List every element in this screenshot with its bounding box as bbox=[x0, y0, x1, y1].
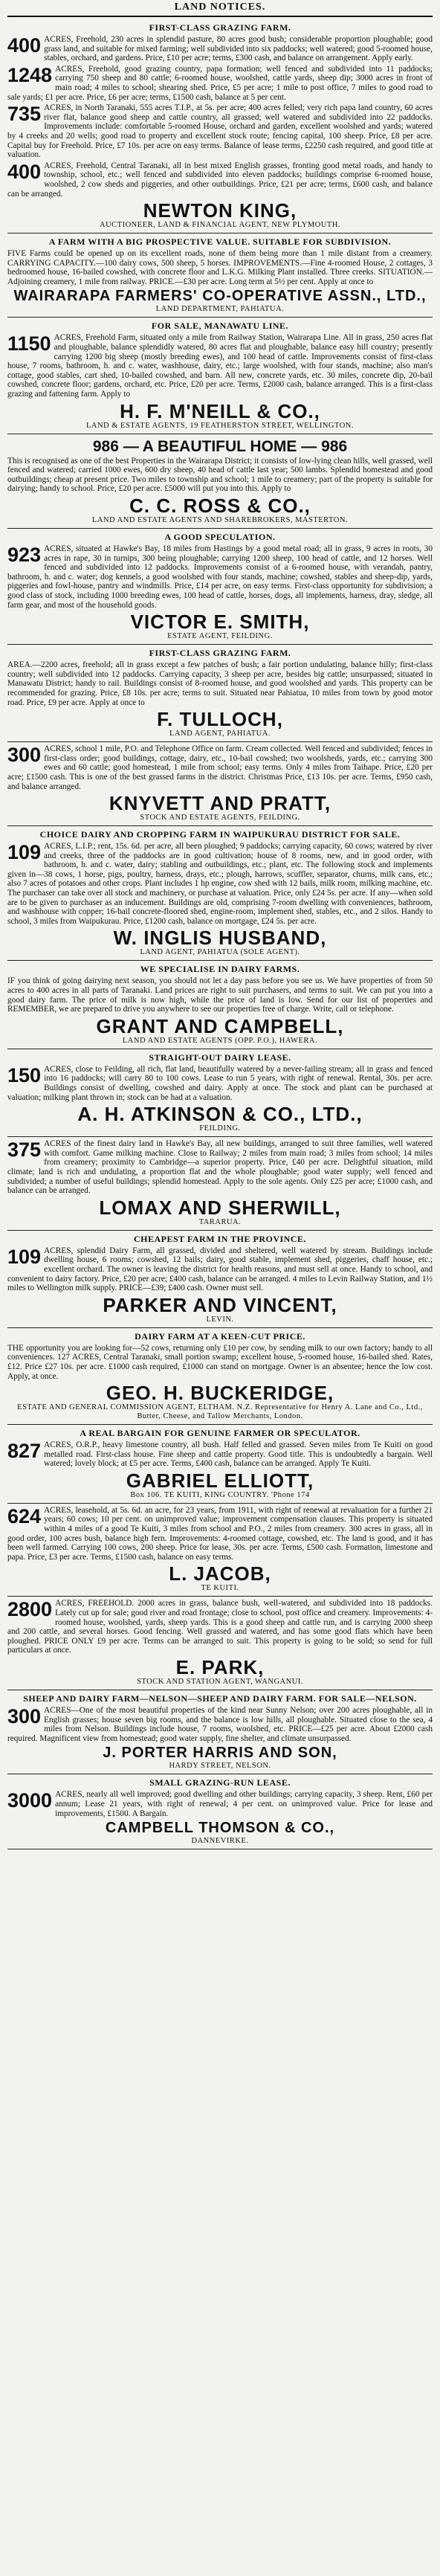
advertisement-block bbox=[7, 742, 433, 826]
agent-address: LAND & ESTATE AGENTS, 19 FEATHERSTON STREET, WELLINGTON. bbox=[85, 421, 355, 430]
agent-name: WAIRARAPA FARMERS' CO-OPERATIVE ASSN., LTD., bbox=[13, 288, 427, 305]
advertisement-block bbox=[7, 234, 433, 318]
acreage-number: 1150 bbox=[7, 332, 51, 355]
advertisement-heading: FOR SALE, MANAWATU LINE. bbox=[151, 321, 289, 332]
column-header: LAND NOTICES. bbox=[7, 0, 433, 17]
listing-paragraph bbox=[7, 161, 433, 199]
listing-text: ACRES, in North Taranaki, 555 acres T.I.P., at 5s. per acre; 400 acres felled; very rich papa land country, 60 acres river flat, balance good sheep and cattle country, all grassed; well watered and subdivided into 22 paddocks. Improvements include: comfortable 5-roomed House, orchard and garden, excellent woolshed and yards; watered by 4 creeks and 20 wells; good road to property and excellent stock route; fencing capital, 100 sheep. Price, £8 per acre. Capital buy for Freehold. Price, £7 10s. per acre on easy terms. Balance of lease terms, £2250 cash required, and good title at valuation. bbox=[7, 103, 433, 160]
advertisement-block bbox=[7, 1425, 433, 1504]
advertisement-block bbox=[7, 318, 433, 434]
listing-text: ACRES, nearly all well improved; good dwelling and other buildings; carrying capacity, 3 sheep. Rent, £60 per annum; Lease 21 years, with right of renewal; 4 per cent. on unimproved value. Price for lease and improvements, £1500. A Bargain. bbox=[55, 1790, 433, 1818]
agent-name: GRANT AND CAMPBELL, bbox=[96, 1014, 344, 1037]
listing-text: ACRES, leasehold, at 5s. 6d. an acre, for 23 years, from 1911, with right of renewal at revaluation for a further 21 years; 60 cows; 10 per cent. on unimproved value; improvement compensation clauses. This property is situated within 4 miles of a good Te Kuiti, 3 miles from school and P.O., 2 miles from creamery. 300 acres in grass, all in good order, 100 acres bush, balance high fern. Improvements: 4-roomed cottage, cowshed, etc. The land is good, and it has been well farmed. Carrying 100 cows, 200 sheep. Price for lease, 30s. per acre. Terms, £500 cash. Formation, limestone and papa. Price, £3 per acre. Terms, £1500 cash, balance on easy terms. bbox=[7, 1505, 433, 1562]
acreage-number: 2800 bbox=[7, 1598, 53, 1621]
agent-address: TARARUA. bbox=[198, 1217, 242, 1226]
listing-paragraph bbox=[7, 333, 433, 399]
advertisement-block bbox=[7, 1597, 433, 1690]
acreage-number: 400 bbox=[7, 34, 42, 57]
acreage-number: 300 bbox=[7, 744, 42, 767]
acreage-number: 400 bbox=[7, 160, 42, 183]
agent-address: ESTATE AND GENERAL COMMISSION AGENT, ELTHAM. N.Z. Representative for Henry A. Lane and Co., Ltd., Butter, Cheese, and Tallow Merchants, London. bbox=[17, 1403, 423, 1421]
listing-paragraph bbox=[7, 660, 433, 707]
listing-paragraph bbox=[7, 1440, 433, 1469]
listing-paragraph bbox=[7, 1344, 433, 1381]
listing-paragraph bbox=[7, 1790, 433, 1818]
listing-paragraph bbox=[7, 544, 433, 610]
agent-address: TE KUITI. bbox=[201, 1584, 239, 1593]
advertisement-block bbox=[7, 434, 433, 529]
advertisement-block bbox=[7, 1049, 433, 1137]
listing-paragraph bbox=[7, 1065, 433, 1102]
listing-paragraph bbox=[7, 103, 433, 160]
agent-name: E. PARK, bbox=[175, 1656, 265, 1678]
agent-name: W. INGLIS HUSBAND, bbox=[113, 927, 327, 950]
advertisement-block bbox=[7, 529, 433, 645]
acreage-number: 735 bbox=[7, 103, 42, 126]
listing-paragraph bbox=[7, 35, 433, 63]
advertisement-block bbox=[7, 961, 433, 1049]
agent-address: FEILDING. bbox=[199, 1124, 241, 1133]
acreage-number: 624 bbox=[7, 1504, 42, 1527]
agent-name: F. TULLOCH, bbox=[157, 708, 283, 731]
acreage-number: 1248 bbox=[7, 63, 53, 86]
acreage-number: 150 bbox=[7, 1063, 42, 1086]
agent-address: LAND AND ESTATE AGENTS AND SHAREBROKERS, MASTERTON. bbox=[91, 516, 349, 524]
agent-address: AUCTIONEER, LAND & FINANCIAL AGENT, NEW PLYMOUTH. bbox=[100, 221, 340, 230]
listing-paragraph bbox=[7, 1706, 433, 1743]
advertisement-block bbox=[7, 1231, 433, 1328]
listing-text: ACRES, situated at Hawke's Bay, 18 miles from Hastings by a good metal road; all in grass, 9 acres in roots, 30 acres in rape, 30 in turnips, 300 being ploughable; carrying 1200 sheep, 100 head of cattle, and 12 horses. Well fenced and subdivided into 12 paddocks. Improvements consist of a 6-roomed house, with verandah, pantry, bathroom, h. and c. water; dog kennels, a good woolshed with four stands, machine; cowshed, stables and sheep-dip, yards, piggeries and fowl-house, pantry and windmills. Price, £14 per acre, on easy terms. First-class opportunity for subdivision; a good class of stock, including 1000 breeding ewes, 100 head of cattle, horses, dogs, all implements, harness, dray, sledge, all farm gear, and most of the household goods. bbox=[7, 544, 433, 610]
advertisement-heading: FIRST-CLASS GRAZING FARM. bbox=[149, 648, 291, 659]
advertisement-heading: SMALL GRAZING-RUN LEASE. bbox=[149, 1777, 291, 1788]
agent-address: LEVIN. bbox=[206, 1315, 234, 1324]
listing-paragraph bbox=[7, 1599, 433, 1655]
listing-text: ACRES, Freehold, 230 acres in splendid pasture, 80 acres good bush; considerable proportion ploughable; good grass land, and suitable for mixed farming; well subdivided into six paddocks; well watered; good 5-roomed house, stables, orchard, and gardens. Price, £10 per acre; terms, £300 cash, and balance on arrangement. Apply early. bbox=[44, 35, 433, 63]
listing-text: ACRES, FREEHOLD. 2000 acres in grass, balance bush, well-watered, and subdivided into 18 paddocks. Lately cut up for sale; good river and road frontage; close to school, post office and creamery. Improvements: 4-roomed house, woolshed, yards, sheep yards. This is a good sheep and cattle run, and is carrying 2000 sheep and 200 cattle, and several horses. Good fencing. Well grassed and watered, and has some good flats which have been ploughed. PRICE ONLY £9 per acre. Terms can be arranged to suit. This property is going to be sold; so send for full particulars at once. bbox=[7, 1599, 433, 1655]
agent-name: KNYVETT AND PRATT, bbox=[109, 792, 331, 815]
listing-text: ACRES, Freehold Farm, situated only a mile from Railway Station, Wairarapa Line. All in grass, 250 acres flat and ploughable, balance splendidly watered, 80 acres flat and ploughable, balance easy hill country; presently carrying 1200 big sheep (mostly breeding ewes), and 100 head of cattle. Improvements consist of first-class house, 7 rooms, bathroom, h. and c. water, washhouse, dairy, etc.; large woolshed, with four stands, machine; also man's cottage, good stables, cart shed, 10-bailed cowshed, and barn. All new, concrete yards, etc. 30 miles, concrete dip, 20-bail cowshed, concrete floor; gardens, orchard, etc. Price, £20 per acre. Terms, £2000 cash, balance arranged. This is a first-class grazing and fattening farm. Apply to bbox=[7, 333, 433, 399]
advertisement-block bbox=[7, 645, 433, 742]
acreage-number: 923 bbox=[7, 544, 42, 566]
agent-name: VICTOR E. SMITH, bbox=[130, 611, 310, 634]
listing-text: ACRES, school 1 mile, P.O. and Telephone Office on farm. Cream collected. Well fenced and subdivided; fences in first-class order; good buildings, cottage, dairy, etc., 10-bail cowshed; two woolsheds, yards, etc.; carrying 300 ewes and 60 cattle; good homestead, 1 mile from school; easy terms. Only 4 miles from Taihape. Price, £20 per acre; £1500 cash. This is one of the best grassed farms in the district. Christmas Price, £13 10s. per acre. Terms, £950 cash, and balance arranged. bbox=[7, 744, 433, 791]
agent-address: HARDY STREET, NELSON. bbox=[169, 1762, 271, 1771]
listing-paragraph bbox=[7, 1139, 433, 1196]
advertisement-heading: SHEEP AND DAIRY FARM—NELSON—SHEEP AND DAIRY FARM. FOR SALE—NELSON. bbox=[23, 1693, 417, 1704]
agent-name: H. F. M'NEILL & CO., bbox=[120, 399, 320, 422]
agent-name: GEO. H. BUCKERIDGE, bbox=[106, 1382, 334, 1405]
listing-text: ACRES, splendid Dairy Farm, all grassed, divided and sheltered, well watered by stream. Buildings include dwelling house, 6 rooms; cowshed, 12 bails; dairy, good stable, implement shed, piggeries, chaff house, etc.; excellent orchard. The owner is leaving the district for health reasons, and must sell at once. Handy to school, and convenient to dairy factory. Price, £20 per acre; £400 cash, balance can be arranged. 4 miles to Levin Railway Station, and 1½ miles to Wellington milk supply. PRICE—£39; £400 cash. Owner must sell. bbox=[7, 1246, 433, 1293]
advertisement-heading: CHOICE DAIRY AND CROPPING FARM IN WAIPUKURAU DISTRICT FOR SALE. bbox=[39, 829, 401, 840]
agent-name: PARKER AND VINCENT, bbox=[103, 1293, 337, 1316]
advertisement-heading: STRAIGHT-OUT DAIRY LEASE. bbox=[149, 1052, 291, 1063]
listing-paragraph bbox=[7, 976, 433, 1014]
advertisement-block bbox=[7, 1690, 433, 1774]
acreage-number: 109 bbox=[7, 1245, 42, 1268]
advertisement-heading: CHEAPEST FARM IN THE PROVINCE. bbox=[133, 1233, 307, 1244]
agent-name: A. H. ATKINSON & CO., LTD., bbox=[77, 1103, 363, 1126]
advertisement-block bbox=[7, 1504, 433, 1597]
agent-name: CAMPBELL THOMSON & CO., bbox=[105, 1820, 335, 1837]
newspaper-land-notices-column bbox=[7, 0, 433, 1849]
listing-text: IF you think of going dairying next season, you should not let a day pass before you see us. We have properties of from 50 acres to 400 acres in all parts of Taranaki. Land prices are right to suit purchasers, and terms to suit. We can put you into a good dairy farm. The price of milk is now high, while the price of land is low. Send for our list of properties and REMEMBER, we are prepared to drive you anywhere to see our properties free of charge. Write, call or telephone. bbox=[7, 976, 433, 1014]
agent-address: STOCK AND STATION AGENT, WANGANUI. bbox=[137, 1678, 303, 1686]
agent-address: DANNEVIRKE. bbox=[191, 1837, 249, 1846]
acreage-number: 300 bbox=[7, 1705, 42, 1727]
agent-address: LAND DEPARTMENT, PAHIATUA. bbox=[155, 305, 285, 314]
agent-name: LOMAX AND SHERWILL, bbox=[99, 1196, 341, 1219]
agent-address: STOCK AND ESTATE AGENTS, FEILDING. bbox=[140, 814, 300, 822]
acreage-number: 3000 bbox=[7, 1789, 53, 1812]
acreage-number: 827 bbox=[7, 1440, 42, 1463]
listing-paragraph bbox=[7, 744, 433, 791]
advertisement-heading: WE SPECIALISE IN DAIRY FARMS. bbox=[140, 964, 300, 975]
listing-text: ACRES, O.R.P., heavy limestone country, all bush. Half felled and grassed. Seven miles from Te Kuiti on good metalled road. First-class house. Fine sheep and cattle property. Good title. This is undoubtedly a bargain. Well watered; lovely block; at £5 per acre. Terms, £400 cash, balance can be arranged. Apply Te Kuiti. bbox=[44, 1440, 433, 1469]
advertisement-block bbox=[7, 1137, 433, 1231]
advertisement-heading: A GOOD SPECULATION. bbox=[164, 532, 276, 542]
listing-text: ACRES, close to Feilding, all rich, flat land, beautifully watered by a never-failing stream; all in grass and fenced into 16 paddocks; will carry 80 to 100 cows. Lease to run 5 years, with right of renewal. Rental, 30s. per acre. Buildings consist of dwelling, cowshed and dairy. Apply at once. The stock and plant can be purchased at valuation; milking plant thrown in; stock can be had at a valuation. bbox=[7, 1064, 433, 1102]
advertisement-block bbox=[7, 1774, 433, 1849]
advertisement-list bbox=[7, 19, 433, 1849]
agent-name: NEWTON KING, bbox=[143, 199, 297, 222]
agent-address: LAND AND ESTATE AGENTS (OPP. P.O.), HAWERA. bbox=[122, 1036, 318, 1045]
advertisement-heading: A FARM WITH A BIG PROSPECTIVE VALUE. SUITABLE FOR SUBDIVISION. bbox=[48, 236, 392, 248]
listing-text: THE opportunity you are looking for—52 cows, returning only £10 per cow, by sending milk to our own factory; handy to all conveniences. 127 ACRES, Central Taranaki, small portion swamp; excellent house, 5-roomed house, 16-bailed shed. Rates, £12. Price £27 10s. per acre. £1000 cash required, £1000 can stand on mortgage. Owner is an absentee; hence the low cost. Apply, at once. bbox=[7, 1343, 433, 1381]
agent-name: GABRIEL ELLIOTT, bbox=[126, 1469, 314, 1492]
advertisement-heading: A REAL BARGAIN FOR GENUINE FARMER OR SPECULATOR. bbox=[80, 1428, 360, 1439]
listing-text: ACRES—One of the most beautiful properties of the kind near Sunny Nelson; over 200 acres ploughable, all in English grasses; house seven big rooms, and the balance is low hills, all ploughable. Situated close to the sea, 4 miles from Nelson. Buildings include house, 7 rooms, woolshed, etc. PRICE—£25 per acre. About £2000 cash required. Magnificent view from homestead; good water supply, fine shelter, and climate unsurpassed. bbox=[7, 1706, 433, 1743]
advertisement-heading: FIRST-CLASS GRAZING FARM. bbox=[149, 22, 291, 33]
agent-name: J. PORTER HARRIS AND SON, bbox=[103, 1745, 337, 1762]
listing-text: AREA.—2200 acres, freehold; all in grass except a few patches of bush; a fair portion undulating, balance hilly; first-class country; well subdivided into 12 paddocks. Carrying capacity, 3 sheep per acre, besides big cattle; unsurpassed; situated in Manawatu District; handy to rail. Buildings consist of 8-roomed house, and good woolshed and yards. This property can be recommended for grazing. Price, £8 10s. per acre; terms to suit. Situated near Pahiatua, 10 miles from town by good motor road. Price, £9 per acre. Apply at once to bbox=[7, 660, 433, 707]
listing-text: ACRES of the finest dairy land in Hawke's Bay, all new buildings, arranged to suit three families, well watered with comfort. Game milking machine. Close to Railway; 2 miles from main road; 3 miles from school; 14 miles from creamery; proximity to Cambridge—a superior property. Price, £40 per acre. Delightful situation, mild climate; land is rich and undulating, a proportion flat and the whole ploughable; good water supply; well fenced and subdivided; a number of useful buildings; splendid homestead. Apply to the sole agents. Only £25 per acre; £1000 cash, and balance can be arranged. bbox=[7, 1139, 433, 1196]
advertisement-feature-line: 986 — A BEAUTIFUL HOME — 986 bbox=[92, 437, 348, 455]
listing-paragraph bbox=[7, 457, 433, 494]
agent-address: ESTATE AGENT, FEILDING. bbox=[167, 632, 273, 641]
agent-address: LAND AGENT, PAHIATUA. bbox=[169, 730, 271, 738]
listing-text: ACRES, Freehold, Central Taranaki, all in best mixed English grasses, fronting good metal roads, and handy to township, school, etc.; well fenced and subdivided into eleven paddocks; buildings comprise 6-roomed house, woolshed, 2 cow sheds and piggeries, and other outbuildings. Price, £21 per acre; terms, £600 cash, and balance can be arranged. bbox=[7, 161, 433, 199]
acreage-number: 109 bbox=[7, 841, 42, 864]
listing-text: ACRES, Freehold, good grazing country, papa formation; well fenced and subdivided into 11 paddocks; carrying 750 sheep and 80 cattle; 6-roomed house, woolshed, cattle yards, sheep dip; 3000 acres in front of main road; 4 miles to school; shearing shed. Price, £5 per acre; 1 mile to post office, 7 miles to good road to sale yards; £1 per acre. Price, £6 per acre; terms, £1500 cash, balance at 5 per cent. bbox=[7, 64, 433, 102]
agent-name: L. JACOB, bbox=[169, 1562, 271, 1585]
agent-name: C. C. ROSS & CO., bbox=[129, 495, 311, 517]
advertisement-block bbox=[7, 826, 433, 961]
agent-address: Box 106. TE KUITI, KING COUNTRY. 'Phone 174 bbox=[130, 1490, 310, 1499]
agent-address: LAND AGENT, PAHIATUA (SOLE AGENT). bbox=[140, 948, 300, 957]
listing-text: FIVE Farms could be opened up on its excellent roads, none of them being more than 1 mile distant from a creamery. CARRYING CAPACITY.—100 dairy cows, 500 sheep, 5 horses. IMPROVEMENTS.—Fine 4-roomed House, 2 cottages, 3 bedroomed house, 16-bailed cowshed, with concrete floor and L.K.G. Milking Plant installed. Three creeks. SITUATION.—Adjoining creamery, 1 mile from railway. PRICE.—£30 per acre. Long term at 5½ per cent. Apply at once to bbox=[7, 249, 433, 286]
listing-text: ACRES, L.I.P.; rent, 15s. 6d. per acre, all been ploughed; 9 paddocks; carrying capacity, 60 cows; watered by river and creeks, three of the paddocks are in good cultivation; house of 8 rooms, new, and in good order, with bathroom, h. and c. water, dairy; stabling and outbuildings, etc.; plant, etc. The following stock and implements given in—38 cows, 1 horse, pigs, poultry, harness, drays, etc.; plough, harrows, scuffler, separator, churns, milk cans, etc.; also 7 acres of potatoes and other crops. Plant includes 1 hp engine, cow shed with 12 bails, milk room, milking machine, etc. The purchaser can take over all stock and machinery, or purchase at valuation. Price, only £24 5s. per acre. If any—when sold are to be given to purchaser as an inducement. Buildings are old, comprising 7-room dwelling with conveniences, bathroom, and washhouse with copper; 16-bail concrete-floored shed, engine-room, implement shed, stables, etc., and 2 silos. Handy to school, 3 miles from Waipukurau. Price, £1200 cash, balance on mortgage, £24 5s. per acre. bbox=[7, 842, 433, 926]
advertisement-heading: DAIRY FARM AT A KEEN-CUT PRICE. bbox=[135, 1330, 305, 1342]
listing-paragraph bbox=[7, 1506, 433, 1562]
listing-text: This is recognised as one of the best Properties in the Wairarapa District; it consists of low-lying clean hills, well grassed, well fenced and watered; carried 1000 ewes, 600 dry sheep, 40 head of cattle last year; 500 lambs. Splendid homestead and good outbuildings; cheap at present price. Two miles to township and school; 1 mile to creamery; part of the property is suitable for dairying; handy to school. Price, £20 per acre. £5000 will put you into this. Apply to bbox=[7, 456, 433, 494]
listing-paragraph bbox=[7, 1246, 433, 1293]
listing-paragraph bbox=[7, 249, 433, 286]
listing-paragraph bbox=[7, 842, 433, 926]
advertisement-block bbox=[7, 19, 433, 234]
advertisement-block bbox=[7, 1328, 433, 1425]
listing-paragraph bbox=[7, 65, 433, 102]
acreage-number: 375 bbox=[7, 1139, 42, 1162]
